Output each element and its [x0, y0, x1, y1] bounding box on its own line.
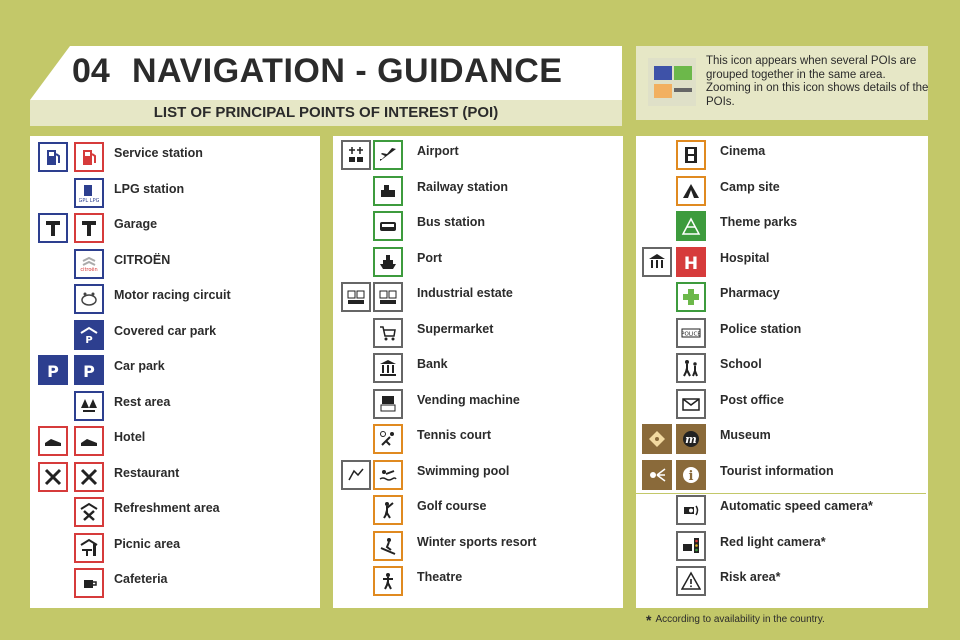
poi-label: Supermarket	[417, 322, 494, 336]
svg-text:POLICE: POLICE	[681, 331, 701, 338]
cutlery-icon	[38, 462, 68, 492]
poi-column-2	[333, 136, 623, 608]
poi-label: Swimming pool	[417, 464, 510, 478]
poi-label: Bus station	[417, 215, 486, 229]
theme-park-icon	[676, 211, 706, 241]
coffee-cup-icon	[74, 568, 104, 598]
poi-label: Camp site	[720, 180, 780, 194]
poi-row-pharmacy	[636, 280, 926, 315]
poi-row-cinema	[636, 138, 926, 173]
footnote	[646, 612, 825, 628]
poi-row-rest-area	[30, 389, 320, 424]
bank-icon	[373, 353, 403, 383]
bed-icon	[38, 426, 68, 456]
envelope-icon	[676, 389, 706, 419]
poi-label: Post office	[720, 393, 784, 407]
poi-row-citroen	[30, 247, 320, 282]
poi-row-winter-sports	[333, 529, 623, 564]
svg-text:m: m	[685, 433, 697, 446]
museum-m-icon	[676, 424, 706, 454]
poi-row-garage	[30, 211, 320, 246]
refreshment-icon	[74, 497, 104, 527]
poi-label: Vending machine	[417, 393, 520, 407]
skier-icon	[373, 531, 403, 561]
svg-text:i: i	[688, 469, 694, 484]
poi-label: Covered car park	[114, 324, 217, 338]
poi-row-police-station	[636, 316, 926, 351]
shopping-cart-icon	[373, 318, 403, 348]
poi-row-swimming-pool	[333, 458, 623, 493]
poi-row-golf-course	[333, 493, 623, 528]
red-light-camera-icon	[676, 531, 706, 561]
poi-row-bus-station	[333, 209, 623, 244]
parking-icon	[38, 355, 68, 385]
cutlery-icon	[74, 462, 104, 492]
poi-label: LPG station	[114, 182, 185, 196]
poi-row-museum	[636, 422, 926, 457]
poi-row-restaurant	[30, 460, 320, 495]
swimmer-icon	[373, 460, 403, 490]
poi-row-motor-racing	[30, 282, 320, 317]
poi-row-post-office	[636, 387, 926, 422]
theatre-icon	[373, 566, 403, 596]
subtitle-band	[30, 100, 622, 126]
poi-row-hospital	[636, 245, 926, 280]
airport-small-icon	[341, 140, 371, 170]
poi-row-risk-area	[636, 564, 926, 599]
poi-label: Port	[417, 251, 442, 265]
poi-row-camp-site	[636, 174, 926, 209]
pharmacy-cross-icon	[676, 282, 706, 312]
rest-area-icon	[74, 391, 104, 421]
ship-icon	[373, 247, 403, 277]
hospital-building-icon	[642, 247, 672, 277]
poi-label: Theatre	[417, 570, 463, 584]
tennis-icon	[373, 424, 403, 454]
poi-label: Restaurant	[114, 466, 180, 480]
poi-label: Tourist information	[720, 464, 834, 478]
industrial-icon	[373, 282, 403, 312]
bed-icon	[74, 426, 104, 456]
page-subtitle: LIST OF PRINCIPAL POINTS OF INTEREST (POI)	[153, 104, 499, 121]
poi-label: Garage	[114, 217, 158, 231]
poi-row-industrial-estate	[333, 280, 623, 315]
poi-label: Bank	[417, 357, 448, 371]
covered-parking-icon	[74, 320, 104, 350]
poi-row-school	[636, 351, 926, 386]
poi-row-cafeteria	[30, 566, 320, 601]
chapter-number: 04	[72, 52, 110, 90]
poi-row-tourist-information	[636, 458, 926, 493]
risk-warning-icon	[676, 566, 706, 596]
poi-label: Risk area*	[720, 570, 781, 584]
poi-label: Cafeteria	[114, 572, 168, 586]
poi-label: Tennis court	[417, 428, 492, 442]
poi-row-lpg-station	[30, 176, 320, 211]
picnic-icon	[74, 533, 104, 563]
poi-column-3	[636, 136, 928, 608]
poi-cluster-icon	[648, 58, 696, 106]
poi-row-railway-station	[333, 174, 623, 209]
poi-label: Rest area	[114, 395, 171, 409]
poi-label: Winter sports resort	[417, 535, 537, 549]
industrial-icon	[341, 282, 371, 312]
wrench-icon	[74, 213, 104, 243]
museum-icon	[642, 424, 672, 454]
airplane-icon	[373, 140, 403, 170]
poi-label: Hotel	[114, 430, 146, 444]
poi-label: Railway station	[417, 180, 508, 194]
poi-label: Service station	[114, 146, 203, 160]
poi-label: Theme parks	[720, 215, 798, 229]
police-icon	[676, 318, 706, 348]
poi-label: Car park	[114, 359, 165, 373]
svg-text:GPL LPG: GPL LPG	[79, 198, 99, 203]
poi-label: CITROËN	[114, 253, 171, 267]
lpg-pump-icon	[74, 178, 104, 208]
poi-label: Picnic area	[114, 537, 181, 551]
tent-icon	[676, 176, 706, 206]
tourist-icon	[642, 460, 672, 490]
speed-camera-icon	[676, 495, 706, 525]
golf-icon	[373, 495, 403, 525]
poi-cluster-info-box	[636, 46, 928, 120]
footnote-text: According to availability in the country.	[655, 614, 825, 625]
fuel-pump-icon	[38, 142, 68, 172]
poi-row-bank	[333, 351, 623, 386]
poi-label: Refreshment area	[114, 501, 220, 515]
svg-text:H: H	[683, 254, 699, 272]
school-icon	[676, 353, 706, 383]
svg-text:citroën: citroën	[80, 267, 98, 273]
citroen-logo-icon	[74, 249, 104, 279]
poi-label: Golf course	[417, 499, 487, 513]
poi-cluster-info-text: This icon appears when several POIs are grouped together in the same area. Zooming in on this icon shows details of the POIs.	[706, 55, 929, 108]
poi-row-tennis-court	[333, 422, 623, 457]
svg-text:P: P	[85, 335, 93, 345]
poi-row-vending-machine	[333, 387, 623, 422]
poi-row-hotel	[30, 424, 320, 459]
poi-row-port	[333, 245, 623, 280]
poi-label: Red light camera*	[720, 535, 826, 549]
poi-row-car-park	[30, 353, 320, 388]
parking-icon	[74, 355, 104, 385]
poi-label: Automatic speed camera*	[720, 499, 873, 513]
poi-row-supermarket	[333, 316, 623, 351]
poi-label: Cinema	[720, 144, 766, 158]
poi-row-theme-parks	[636, 209, 926, 244]
poi-row-service-station	[30, 140, 320, 175]
footnote-marker: *	[646, 612, 652, 628]
info-i-icon	[676, 460, 706, 490]
race-circuit-icon	[74, 284, 104, 314]
poi-label: Industrial estate	[417, 286, 513, 300]
poi-label: Museum	[720, 428, 771, 442]
poi-label: Pharmacy	[720, 286, 780, 300]
train-icon	[373, 176, 403, 206]
poi-row-covered-car-park	[30, 318, 320, 353]
poi-label: Airport	[417, 144, 459, 158]
svg-text:P: P	[47, 362, 59, 380]
poi-column-1	[30, 136, 320, 608]
poi-label: Motor racing circuit	[114, 288, 231, 302]
chapter-title: NAVIGATION - GUIDANCE	[132, 52, 563, 90]
poi-label: Police station	[720, 322, 802, 336]
poi-row-theatre	[333, 564, 623, 599]
sports-small-icon	[341, 460, 371, 490]
poi-row-red-light-camera	[636, 529, 926, 564]
bus-icon	[373, 211, 403, 241]
poi-row-speed-camera	[636, 493, 926, 528]
fuel-pump-icon	[74, 142, 104, 172]
poi-label: Hospital	[720, 251, 770, 265]
poi-row-refreshment-area	[30, 495, 320, 530]
svg-text:P: P	[83, 362, 95, 380]
wrench-icon	[38, 213, 68, 243]
poi-row-picnic-area	[30, 531, 320, 566]
poi-row-airport	[333, 138, 623, 173]
atm-icon	[373, 389, 403, 419]
film-icon	[676, 140, 706, 170]
poi-label: School	[720, 357, 762, 371]
hospital-h-icon	[676, 247, 706, 277]
